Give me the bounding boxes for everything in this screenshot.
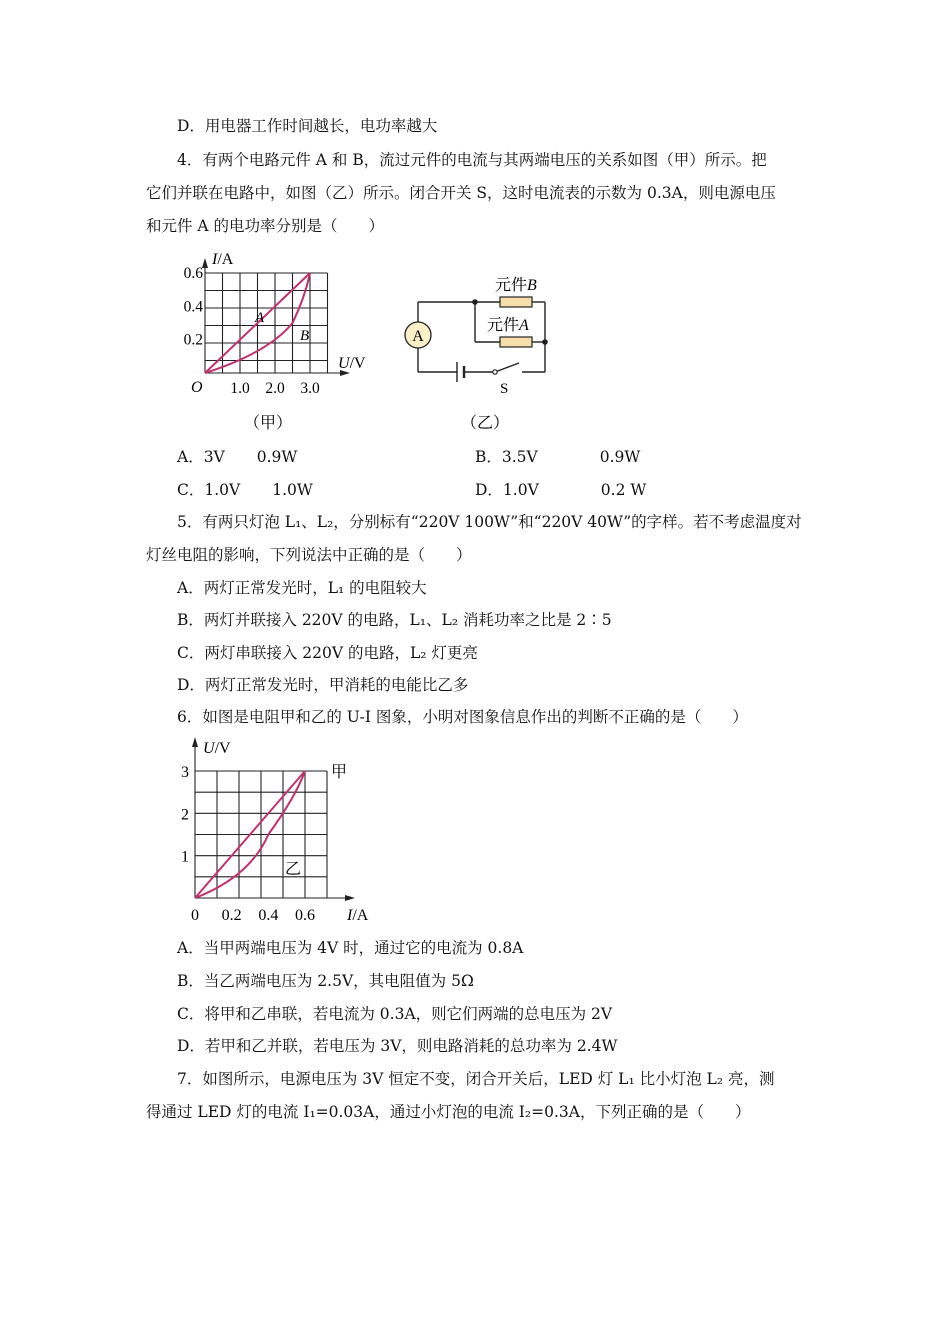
q4-stem-line1: 4．有两个电路元件 A 和 B，流过元件的电流与其两端电压的关系如图（甲）所示。把 xyxy=(177,151,767,169)
q4-graph-jia xyxy=(175,248,390,433)
q5-option-a: A．两灯正常发光时，L₁ 的电阻较大 xyxy=(177,579,427,597)
q4-origin-label: O xyxy=(191,379,203,396)
q4-circuit-caption: （乙） xyxy=(460,415,510,432)
q6-y-tick-label: 2 xyxy=(181,806,189,824)
q6-graph-grid xyxy=(195,741,347,898)
q4-curve-b-label: B xyxy=(300,328,310,344)
q4-y-tick-label: 0.4 xyxy=(183,298,203,316)
wire-node-1 xyxy=(472,299,478,305)
element-a-label: 元件A xyxy=(487,317,529,334)
q5-stem-line1: 5．有两只灯泡 L₁、L₂，分别标有“220V 100W”和“220V 40W”的字样。若不考虑温度对 xyxy=(177,513,802,531)
switch-label: S xyxy=(500,381,509,397)
prev-option-d: D．用电器工作时间越长，电功率越大 xyxy=(177,117,438,135)
q4-graph-grid xyxy=(205,268,340,373)
q4-y-tick-label: 0.6 xyxy=(183,265,203,282)
resistor-b xyxy=(500,297,532,307)
q4-x-tick-label: 3.0 xyxy=(300,380,320,397)
q4-x-axis-label: U/V xyxy=(338,355,366,372)
q4-option-c: C．1.0V 1.0W xyxy=(177,481,313,499)
q4-x-tick-label: 2.0 xyxy=(265,380,285,397)
q7-stem-line2: 得通过 LED 灯的电流 I₁=0.03A，通过小灯泡的电流 I₂=0.3A，下列正确的是（ ） xyxy=(146,1103,751,1121)
q4-circuit-yi xyxy=(395,262,575,434)
q4-stem-line3: 和元件 A 的电功率分别是（ ） xyxy=(146,217,385,235)
q6-y-axis-arrow xyxy=(192,737,198,747)
q5-option-c: C．两灯串联接入 220V 的电路，L₂ 灯更亮 xyxy=(177,644,478,662)
q5-option-b: B．两灯并联接入 220V 的电路，L₁、L₂ 消耗功率之比是 2∶5 xyxy=(177,611,612,629)
q6-y-tick-label: 1 xyxy=(181,848,189,866)
q6-x-tick-label: 0.6 xyxy=(295,907,315,924)
q6-option-c: C．将甲和乙串联，若电流为 0.3A，则它们两端的总电压为 2V xyxy=(177,1005,613,1023)
q6-curve-yi-label: 乙 xyxy=(285,861,302,878)
q4-graph-caption: （甲） xyxy=(243,415,293,432)
q4-option-b: B．3.5V 0.9W xyxy=(475,448,641,466)
q6-y-axis-label: U/V xyxy=(203,740,231,757)
q4-x-tick-label: 1.0 xyxy=(230,380,250,397)
q5-stem-line2: 灯丝电阻的影响，下列说法中正确的是（ ） xyxy=(146,546,472,564)
q4-stem-line2: 它们并联在电路中，如图（乙）所示。闭合开关 S，这时电流表的示数为 0.3A，则电源电压 xyxy=(146,184,776,202)
wire-node-2 xyxy=(542,339,548,345)
q6-x-tick-label: 0.2 xyxy=(221,907,242,924)
q4-option-d: D．1.0V 0.2 W xyxy=(475,481,647,499)
q6-origin-label: 0 xyxy=(191,907,199,924)
q4-y-tick-label: 0.2 xyxy=(183,331,203,349)
resistor-a xyxy=(500,337,532,347)
q7-stem-line1: 7．如图所示，电源电压为 3V 恒定不变，闭合开关后，LED 灯 L₁ 比小灯泡 L₂ 亮，测 xyxy=(177,1070,775,1088)
element-b-label: 元件B xyxy=(495,277,537,294)
q6-x-axis-arrow xyxy=(345,895,355,901)
q6-stem: 6．如图是电阻甲和乙的 U-I 图象，小明对图象信息作出的判断不正确的是（ ） xyxy=(177,708,748,726)
q6-x-axis-label: I/A xyxy=(347,907,369,924)
q6-option-d: D．若甲和乙并联，若电压为 3V，则电路消耗的总功率为 2.4W xyxy=(177,1037,618,1055)
q6-x-tick-label: 0.4 xyxy=(258,907,279,924)
q6-graph xyxy=(175,733,390,928)
q4-curve-a-label: A xyxy=(255,310,265,326)
q4-option-a: A．3V 0.9W xyxy=(177,448,298,466)
q6-option-a: A．当甲两端电压为 4V 时，通过它的电流为 0.8A xyxy=(177,939,524,957)
switch-contact xyxy=(493,370,497,374)
q6-curve-jia-label: 甲 xyxy=(331,764,348,781)
q5-option-d: D．两灯正常发光时，甲消耗的电能比乙多 xyxy=(177,676,469,694)
q6-y-tick-label: 3 xyxy=(181,764,189,781)
q6-option-b: B．当乙两端电压为 2.5V，其电阻值为 5Ω xyxy=(177,972,474,990)
q4-y-axis-label: I/A xyxy=(212,251,234,268)
ammeter-label: A xyxy=(412,328,424,345)
